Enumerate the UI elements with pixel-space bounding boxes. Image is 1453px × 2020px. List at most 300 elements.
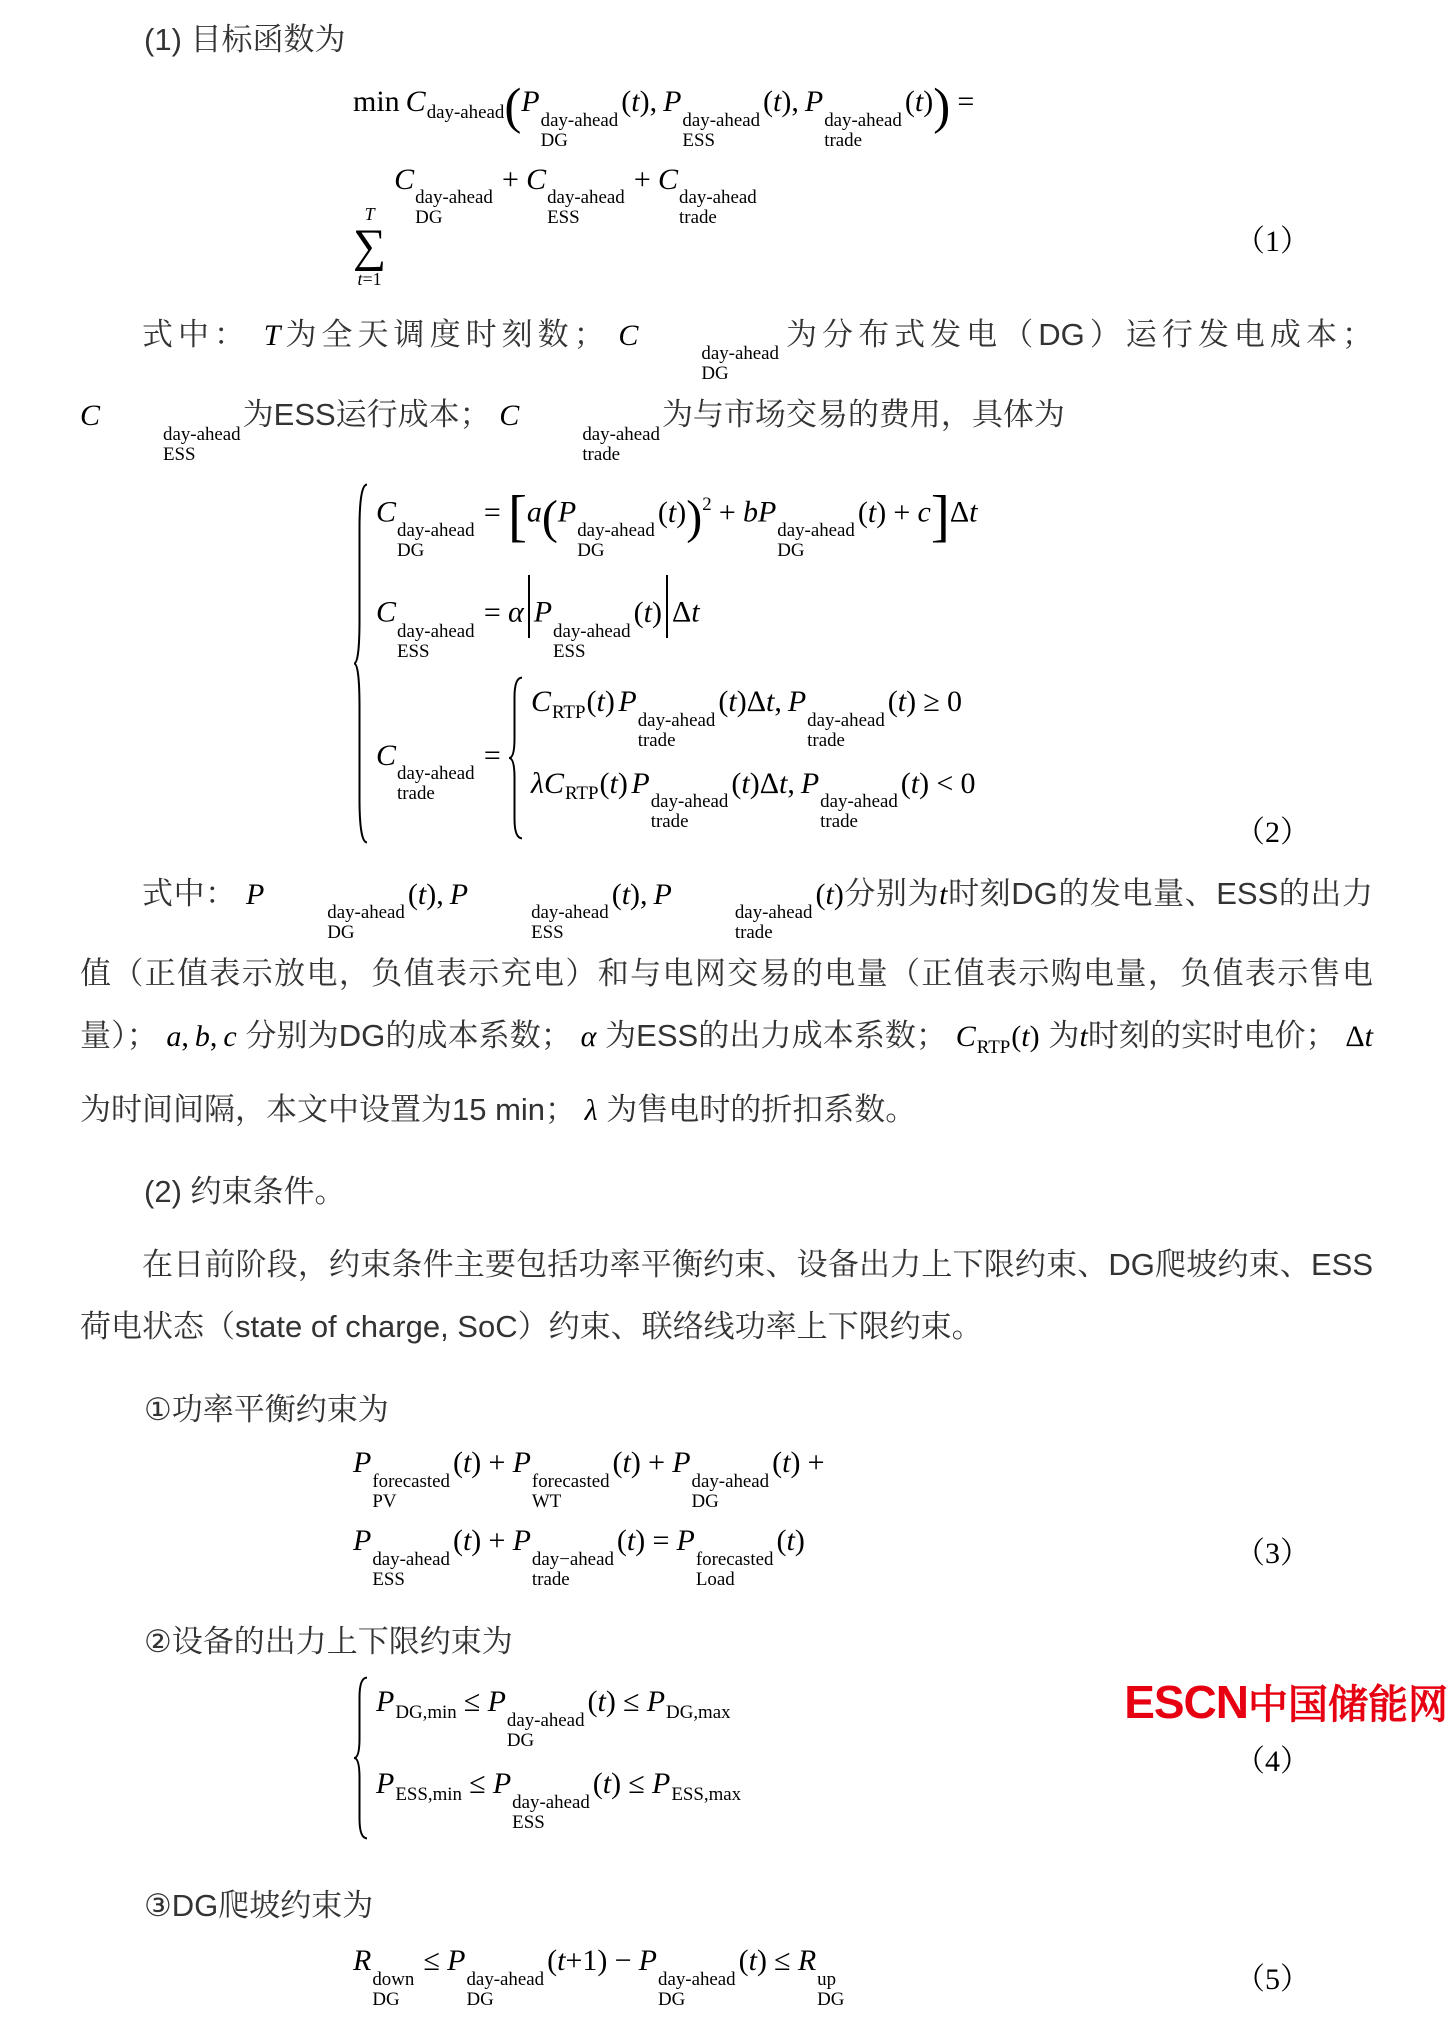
math-paren: ) bbox=[630, 877, 641, 911]
equation-row bbox=[376, 669, 975, 847]
math-paren: ) bbox=[611, 1766, 622, 1800]
math-variable: a bbox=[526, 495, 542, 529]
math-paren: ) bbox=[736, 684, 747, 718]
equation-number-2: （2） bbox=[1235, 815, 1310, 849]
math-supsub-stack bbox=[658, 1970, 736, 2010]
math-sub-line: PV bbox=[372, 1490, 397, 1512]
math-supsub-stack bbox=[532, 1550, 614, 1590]
math-paren: ) bbox=[923, 84, 934, 118]
math-supsub-stack bbox=[673, 903, 813, 943]
math-supsub-stack bbox=[679, 188, 757, 228]
text-run: 式中： bbox=[142, 316, 264, 352]
math-operator: + bbox=[648, 1446, 665, 1480]
math-sup-line: day−ahead bbox=[531, 1548, 614, 1570]
math-variable: C bbox=[543, 766, 564, 800]
math-sub-line: DG bbox=[372, 1988, 400, 2010]
math-sub-line: ESS bbox=[553, 640, 586, 662]
inline-math bbox=[1345, 1020, 1373, 1053]
math-paren: ) bbox=[604, 684, 615, 718]
math-sub-line: trade bbox=[650, 811, 689, 833]
math-big-delimiter: ] bbox=[930, 485, 950, 549]
math-operator: ≤ bbox=[469, 1766, 486, 1800]
math-sup-line: day-ahead bbox=[777, 520, 855, 542]
math-supsub-stack bbox=[397, 622, 475, 662]
math-supsub-stack bbox=[692, 1472, 770, 1512]
section-heading-objective: (1) 目标函数为 bbox=[144, 22, 346, 57]
math-sub-line: ESS bbox=[682, 129, 715, 151]
math-cases bbox=[353, 1676, 741, 1840]
escn-logo-en-text: ESCN bbox=[1124, 1676, 1248, 1728]
math-paren: ( bbox=[611, 877, 622, 911]
math-paren: ) bbox=[630, 1446, 641, 1480]
equation-line bbox=[353, 161, 1373, 290]
math-char: 1 bbox=[582, 1943, 598, 1977]
math-paren: ( bbox=[616, 1524, 627, 1558]
subheading-output-limits: ②设备的出力上下限约束为 bbox=[144, 1623, 513, 1659]
math-sub-line: DG bbox=[506, 1729, 535, 1751]
math-variable: C bbox=[376, 738, 397, 772]
math-supsub-stack bbox=[547, 188, 625, 228]
math-operator: ≤ bbox=[628, 1766, 645, 1800]
math-sub-line: DG bbox=[658, 1988, 686, 2010]
math-subscript: ESS,min bbox=[395, 1783, 462, 1805]
math-sup-line: day-ahead bbox=[682, 109, 761, 131]
math-variable: P bbox=[631, 766, 650, 800]
math-argument bbox=[586, 685, 614, 718]
math-variable: P bbox=[449, 877, 469, 911]
math-sub-line: Load bbox=[695, 1568, 735, 1590]
math-variable: P bbox=[787, 684, 807, 718]
math-char: t bbox=[667, 495, 677, 529]
math-char: t bbox=[596, 684, 605, 718]
math-variable: P bbox=[804, 84, 824, 118]
math-supsub-stack bbox=[397, 764, 475, 804]
math-sup-line: day-ahead bbox=[397, 763, 475, 785]
left-brace bbox=[353, 481, 369, 846]
math-variable: P bbox=[557, 495, 577, 529]
math-variable: P bbox=[663, 84, 682, 118]
math-operator: + bbox=[807, 1446, 825, 1480]
math-paren: ( bbox=[772, 1446, 783, 1480]
math-supsub-stack bbox=[512, 1793, 590, 1833]
math-char: t bbox=[609, 766, 618, 800]
math-paren: ( bbox=[1011, 1020, 1022, 1054]
inline-math bbox=[1079, 1020, 1087, 1053]
math-variable: c bbox=[223, 1020, 237, 1054]
math-paren: ( bbox=[599, 766, 610, 800]
math-delta: Δ bbox=[949, 495, 970, 529]
text-run: 为分布式发电（DG）运行发电成本； bbox=[781, 316, 1373, 352]
math-sub-line: ESS bbox=[547, 207, 580, 229]
math-variable: P bbox=[512, 1524, 531, 1558]
escn-logo bbox=[1124, 1673, 1448, 1730]
equation-line bbox=[353, 1522, 1373, 1590]
math-sup-line: day-ahead bbox=[582, 424, 660, 446]
math-big-delimiter: ) bbox=[686, 491, 703, 545]
math-argument bbox=[901, 767, 929, 800]
math-char: t bbox=[462, 1524, 472, 1558]
math-sub-line: DG bbox=[701, 363, 729, 385]
equation-number-4: （4） bbox=[1235, 1744, 1310, 1778]
math-char: t bbox=[728, 684, 737, 718]
math-sub-line: WT bbox=[531, 1490, 562, 1512]
subheading-power-balance: ①功率平衡约束为 bbox=[144, 1392, 389, 1428]
math-variable: P bbox=[521, 84, 540, 118]
math-char: t bbox=[867, 495, 877, 529]
inline-math bbox=[955, 1020, 1040, 1059]
math-subscript: RTP bbox=[551, 701, 586, 723]
left-brace bbox=[508, 676, 524, 840]
math-char: + bbox=[565, 1943, 583, 1977]
left-brace bbox=[353, 1676, 369, 1840]
math-variable: t bbox=[1079, 1020, 1088, 1054]
math-supsub-stack bbox=[577, 521, 655, 561]
paragraph-constraints-overview bbox=[80, 1234, 1373, 1358]
math-supsub-stack bbox=[820, 792, 898, 832]
math-supsub-stack bbox=[777, 521, 855, 561]
math-variable: P bbox=[618, 684, 637, 718]
math-char: t bbox=[1021, 1020, 1030, 1054]
math-paren: ) bbox=[597, 1943, 608, 1977]
math-variable: P bbox=[800, 766, 820, 800]
math-sup-line: day-ahead bbox=[531, 902, 609, 924]
math-char: t bbox=[897, 684, 907, 718]
math-paren: ( bbox=[633, 595, 644, 629]
math-variable: C bbox=[376, 495, 397, 529]
math-paren: ( bbox=[586, 684, 597, 718]
math-variable: C bbox=[499, 399, 520, 433]
math-sup-line: day-ahead bbox=[820, 791, 898, 813]
math-subscript: day-ahead bbox=[426, 101, 505, 123]
math-cases bbox=[508, 676, 976, 840]
math-char: = bbox=[362, 268, 373, 289]
math-cases bbox=[353, 481, 977, 846]
math-sub-line: DG bbox=[466, 1988, 494, 2010]
math-paren: ) bbox=[471, 1446, 482, 1480]
math-variable: P bbox=[492, 1766, 512, 1800]
math-sup-line: day-ahead bbox=[577, 520, 655, 542]
math-roman: 0 bbox=[946, 684, 962, 718]
equation-line bbox=[353, 1444, 1373, 1512]
math-variable: b bbox=[194, 1020, 210, 1054]
math-supsub-stack bbox=[651, 792, 729, 832]
math-variable: c bbox=[917, 495, 931, 529]
math-variable: t bbox=[779, 766, 788, 800]
math-subscript: DG,max bbox=[666, 1701, 731, 1723]
equation-1 bbox=[353, 79, 1373, 290]
math-punctuation: , bbox=[640, 877, 648, 911]
math-variable: λ bbox=[530, 766, 544, 800]
math-argument bbox=[453, 1524, 481, 1557]
equation-row bbox=[531, 758, 976, 840]
math-char: t bbox=[741, 766, 750, 800]
math-operator: = bbox=[483, 738, 501, 772]
math-operator: + bbox=[488, 1446, 506, 1480]
math-sub-line: DG bbox=[397, 540, 425, 562]
math-char: t bbox=[914, 84, 924, 118]
math-operator: + bbox=[718, 495, 736, 529]
math-paren: ( bbox=[815, 877, 826, 911]
math-variable: R bbox=[797, 1943, 817, 1977]
sigma-symbol: ∑ bbox=[353, 220, 387, 272]
math-sub-line: trade bbox=[824, 129, 862, 151]
equation-line bbox=[353, 1942, 1373, 2010]
math-paren: ( bbox=[407, 877, 418, 911]
math-variable: C bbox=[955, 1020, 976, 1054]
math-sup-line: day-ahead bbox=[553, 620, 631, 642]
math-operator: = bbox=[957, 84, 975, 118]
math-variable: T bbox=[263, 318, 281, 352]
math-big-delimiter: ) bbox=[933, 79, 951, 135]
math-paren: ) bbox=[1029, 1020, 1040, 1054]
math-operator: ≤ bbox=[774, 1943, 791, 1977]
equation-2 bbox=[353, 481, 1373, 849]
paragraph-eq1-explanation bbox=[80, 304, 1373, 466]
math-variable: P bbox=[638, 1943, 657, 1977]
math-supsub-stack bbox=[638, 711, 716, 751]
math-argument bbox=[658, 496, 686, 529]
math-sub-line: trade bbox=[807, 729, 845, 751]
math-argument bbox=[612, 878, 640, 911]
math-paren: ( bbox=[900, 766, 911, 800]
math-char: T bbox=[364, 204, 375, 225]
math-paren: ) bbox=[651, 595, 662, 629]
sum-lower-limit bbox=[357, 269, 381, 290]
math-variable: C bbox=[80, 399, 101, 433]
math-sub-line: trade bbox=[637, 729, 676, 751]
math-variable: t bbox=[939, 877, 948, 911]
math-char: t bbox=[748, 1943, 757, 1977]
math-sup-line: day-ahead bbox=[547, 187, 625, 209]
math-sup-line: day-ahead bbox=[397, 520, 475, 542]
math-char: t bbox=[597, 1685, 606, 1719]
math-variable: t bbox=[766, 684, 775, 718]
math-operator: ≤ bbox=[423, 1943, 440, 1977]
math-variable: λ bbox=[584, 1094, 598, 1128]
math-sup-line: day-ahead bbox=[734, 902, 813, 924]
equation-3 bbox=[353, 1444, 1373, 1590]
text-run: 分别为DG的成本系数； bbox=[236, 1018, 581, 1054]
equation-line bbox=[353, 481, 1373, 846]
math-sup-line: day-ahead bbox=[372, 1548, 450, 1570]
math-operator: + bbox=[488, 1524, 506, 1558]
math-sub-line: ESS bbox=[397, 640, 430, 662]
text-run: 分别为 bbox=[843, 875, 940, 911]
text-run: 为时间间隔，本文中设置为15 min； bbox=[80, 1092, 585, 1128]
math-paren: ) bbox=[471, 1524, 482, 1558]
math-supsub-stack bbox=[696, 1550, 774, 1590]
text-run: 在日前阶段，约束条件主要包括功率平衡约束、设备出力上下限约束、DG爬坡约束、ESS荷电状态（state of charge, SoC）约束、联络线功率上下限约束。 bbox=[80, 1247, 1373, 1345]
subheading-dg-ramp: ③DG爬坡约束为 bbox=[144, 1887, 374, 1923]
math-sup-line: day-ahead bbox=[701, 343, 779, 365]
math-supsub-stack bbox=[553, 622, 631, 662]
inline-math bbox=[939, 878, 947, 911]
equation-5 bbox=[353, 1942, 1373, 2010]
math-sub-line: DG bbox=[415, 207, 443, 229]
math-supsub-stack bbox=[817, 1970, 844, 2010]
math-sup-line: day-ahead bbox=[415, 187, 493, 209]
math-variable: t bbox=[1364, 1020, 1373, 1054]
math-argument bbox=[634, 596, 662, 629]
math-variable: P bbox=[376, 1685, 395, 1719]
math-punctuation: , bbox=[787, 766, 795, 800]
math-sub-line: DG bbox=[327, 922, 355, 944]
inline-math bbox=[264, 319, 281, 352]
math-argument bbox=[1011, 1020, 1039, 1053]
math-argument bbox=[613, 1446, 641, 1479]
math-char: t bbox=[782, 1446, 791, 1480]
math-variable: P bbox=[651, 1766, 671, 1800]
math-argument bbox=[621, 85, 649, 118]
math-big-delimiter: [ bbox=[507, 485, 527, 549]
math-variable: t bbox=[969, 495, 978, 529]
math-paren: ( bbox=[776, 1524, 787, 1558]
math-sup-line: forecasted bbox=[372, 1470, 450, 1492]
math-sup-line: up bbox=[817, 1968, 837, 1990]
math-operator: = bbox=[652, 1524, 670, 1558]
math-paren: ) bbox=[876, 495, 887, 529]
math-variable: P bbox=[676, 1524, 695, 1558]
math-supsub-stack bbox=[265, 903, 405, 943]
math-sup-line: day-ahead bbox=[658, 1968, 736, 1990]
math-variable: C bbox=[530, 684, 551, 718]
math-subscript: RTP bbox=[976, 1037, 1011, 1059]
math-sub-line: ESS bbox=[512, 1811, 545, 1833]
math-sup-line: day-ahead bbox=[397, 620, 475, 642]
math-supsub-stack bbox=[532, 1472, 610, 1512]
math-argument bbox=[718, 685, 746, 718]
text-run: 为售电时的折扣系数。 bbox=[597, 1092, 917, 1128]
math-operator: ≤ bbox=[623, 1685, 640, 1719]
math-argument bbox=[599, 767, 627, 800]
math-char: t bbox=[357, 268, 363, 289]
math-char: t bbox=[622, 1446, 631, 1480]
math-supsub-stack bbox=[639, 344, 779, 384]
math-sub-line: ESS bbox=[163, 444, 196, 466]
math-paren: ) bbox=[794, 1524, 805, 1558]
math-char: t bbox=[773, 84, 782, 118]
math-paren: ( bbox=[592, 1766, 603, 1800]
math-variable: α bbox=[580, 1020, 597, 1054]
math-variable: C bbox=[376, 595, 397, 629]
math-paren: ( bbox=[738, 1943, 749, 1977]
math-sup-line: day-ahead bbox=[637, 709, 716, 731]
math-sup-line: day-ahead bbox=[540, 109, 619, 131]
inline-math bbox=[581, 1020, 597, 1053]
math-char: t bbox=[602, 1766, 612, 1800]
math-paren: ( bbox=[657, 495, 668, 529]
inline-math bbox=[585, 1094, 598, 1127]
text-run: 为ESS运行成本； bbox=[242, 397, 500, 433]
math-variable: C bbox=[394, 162, 415, 196]
math-variable: α bbox=[507, 595, 524, 629]
math-sup-line: down bbox=[372, 1968, 415, 1990]
math-delta: Δ bbox=[746, 684, 766, 718]
math-operator: + bbox=[633, 162, 651, 196]
math-summation bbox=[353, 204, 386, 290]
math-argument bbox=[888, 685, 916, 718]
math-sub-line: DG bbox=[691, 1490, 719, 1512]
math-char: t bbox=[557, 1943, 566, 1977]
math-variable: C bbox=[405, 84, 426, 118]
math-big-delimiter: ( bbox=[541, 491, 558, 545]
inline-math bbox=[245, 877, 844, 944]
math-variable: b bbox=[742, 495, 758, 529]
math-variable: P bbox=[447, 1943, 466, 1977]
math-argument bbox=[408, 878, 436, 911]
math-big-delimiter: ( bbox=[504, 79, 522, 135]
math-variable: P bbox=[653, 877, 672, 911]
text-run: 为 bbox=[1039, 1018, 1080, 1054]
math-punctuation: , bbox=[649, 84, 658, 118]
math-supsub-stack bbox=[372, 1550, 450, 1590]
math-paren: ) bbox=[639, 84, 650, 118]
math-variable: P bbox=[353, 1524, 372, 1558]
equation-line bbox=[353, 79, 1373, 151]
math-operator: − bbox=[614, 1943, 632, 1977]
math-sub-line: DG bbox=[817, 1988, 845, 2010]
math-supsub-stack bbox=[469, 903, 609, 943]
math-paren: ( bbox=[718, 684, 729, 718]
math-supsub-stack bbox=[520, 425, 660, 465]
math-sub-line: DG bbox=[777, 540, 805, 562]
math-paren: ( bbox=[887, 684, 898, 718]
math-sub-line: trade bbox=[397, 783, 435, 805]
math-sub-line: DG bbox=[540, 129, 568, 151]
escn-logo-cn-text: 中国储能网 bbox=[1248, 1683, 1448, 1727]
math-sup-line: day-ahead bbox=[163, 424, 241, 446]
math-supsub-stack bbox=[824, 111, 902, 151]
math-variable: R bbox=[353, 1943, 372, 1977]
math-supsub-stack bbox=[807, 711, 885, 751]
math-subscript: ESS,max bbox=[671, 1783, 742, 1805]
paragraph-eq2-explanation bbox=[80, 863, 1373, 1143]
math-punctuation: , bbox=[774, 684, 782, 718]
math-paren: ( bbox=[612, 1446, 623, 1480]
math-char: t bbox=[825, 877, 834, 911]
inline-math bbox=[166, 1020, 236, 1053]
math-char: t bbox=[621, 877, 631, 911]
equation-number-1: （1） bbox=[1235, 224, 1310, 258]
cases-rows bbox=[376, 1676, 741, 1840]
math-paren: ( bbox=[763, 84, 774, 118]
math-supsub-stack bbox=[682, 111, 760, 151]
math-argument bbox=[547, 1944, 607, 1977]
math-variable: P bbox=[672, 1446, 691, 1480]
math-variable: P bbox=[487, 1685, 506, 1719]
math-sup-line: day-ahead bbox=[807, 709, 885, 731]
inline-math bbox=[499, 399, 662, 466]
math-supsub-stack bbox=[372, 1970, 414, 2010]
math-paren: ( bbox=[731, 766, 742, 800]
math-sup-line: day-ahead bbox=[512, 1791, 590, 1813]
math-abs-bar bbox=[666, 575, 668, 638]
math-punctuation: , bbox=[436, 877, 444, 911]
math-subscript: DG,min bbox=[395, 1701, 457, 1723]
math-sup-line: day-ahead bbox=[650, 791, 729, 813]
math-punctuation: , bbox=[791, 84, 799, 118]
math-variable: P bbox=[245, 877, 265, 911]
math-variable: P bbox=[757, 495, 777, 529]
math-operator: ≥ bbox=[923, 684, 940, 718]
math-variable: P bbox=[646, 1685, 666, 1719]
equation-row bbox=[376, 1676, 731, 1758]
math-sub-line: ESS bbox=[531, 922, 564, 944]
math-superscript: 2 bbox=[702, 494, 712, 516]
math-operator: ≤ bbox=[463, 1685, 481, 1719]
math-paren: ) bbox=[906, 684, 917, 718]
equation-row bbox=[376, 1758, 741, 1840]
